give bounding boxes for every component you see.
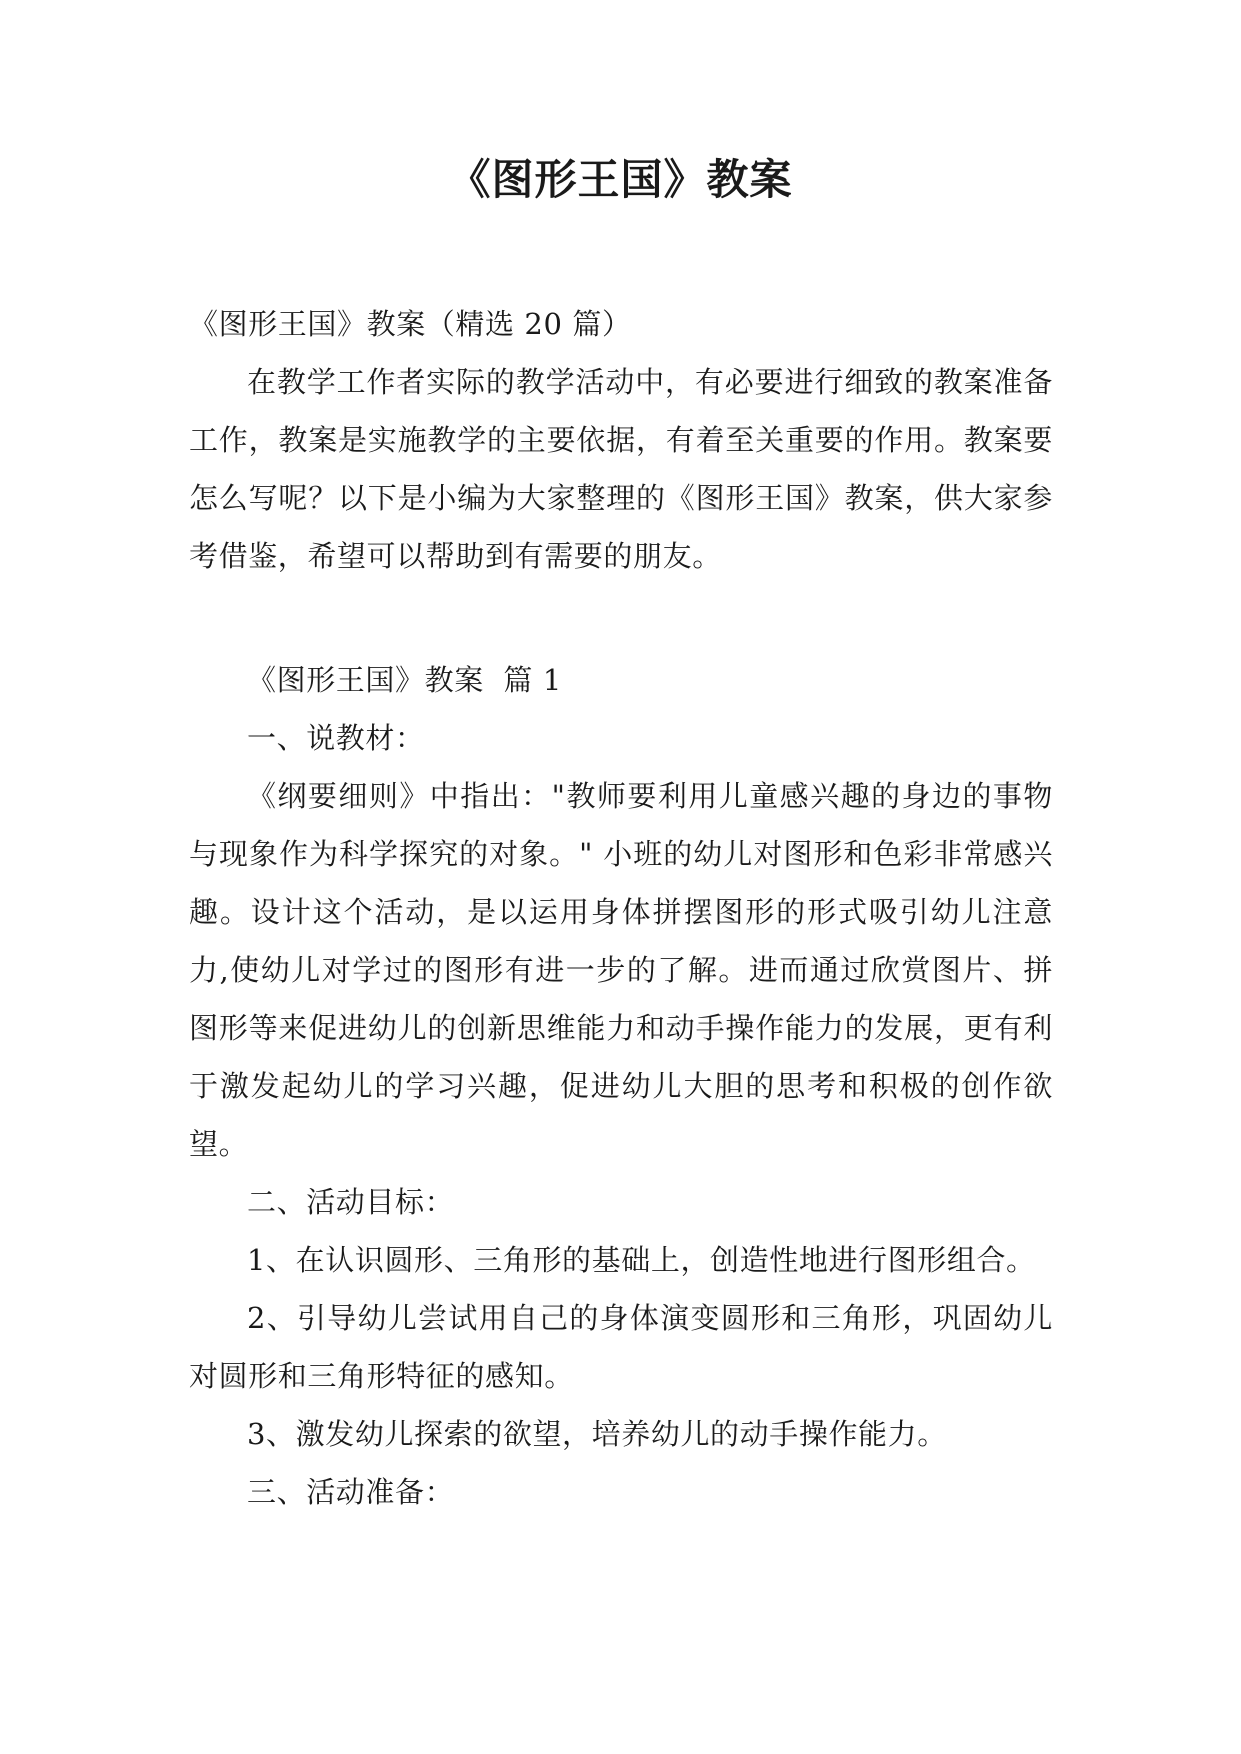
intro-paragraph: 在教学工作者实际的教学活动中，有必要进行细致的教案准备工作，教案是实施教学的主要依据，有着至关重要的作用。教案要怎么写呢？以下是小编为大家整理的《图形王国》教案，供大家参考借鉴，希望可以帮助到有需要的朋友。 [189, 365, 1053, 573]
part1-heading: 一、说教材： [247, 721, 425, 755]
document-title: 《图形王国》教案 [448, 155, 793, 204]
goal-item: 2、引导幼儿尝试用自己的身体演变圆形和三角形，巩固幼儿对圆形和三角形特征的感知。 [189, 1301, 1053, 1393]
part1-body: 《纲要细则》中指出："教师要利用儿童感兴趣的身边的事物与现象作为科学探究的对象。" 小班的幼儿对图形和色彩非常感兴趣。设计这个活动，是以运用身体拼摆图形的形式吸引幼儿注意力,使幼儿对学过的图形有进一步的了解。进而通过欣赏图片、拼图形等来促进幼儿的创新思维能力和动手操作能力的发展，更有利于激发起幼儿的学习兴趣，促进幼儿大胆的思考和积极的创作欲望。 [189, 779, 1053, 1161]
part2-heading: 二、活动目标： [247, 1185, 455, 1219]
goal-item: 3、激发幼儿探索的欲望，培养幼儿的动手操作能力。 [247, 1417, 947, 1451]
section-heading: 《图形王国》教案 篇 1 [247, 663, 562, 697]
part3-heading: 三、活动准备： [247, 1475, 455, 1509]
goal-item: 1、在认识圆形、三角形的基础上，创造性地进行图形组合。 [247, 1243, 1036, 1277]
document-subtitle: 《图形王国》教案（精选 20 篇） [189, 307, 632, 341]
document-body [189, 295, 1053, 1521]
